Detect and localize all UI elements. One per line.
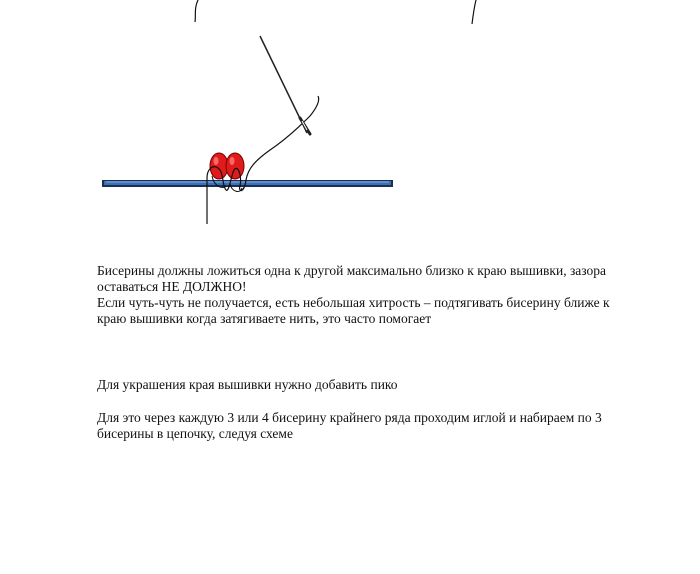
bead-edge-diagram: [0, 0, 700, 240]
paragraph-bead-spacing: [97, 263, 657, 295]
paragraph-picot-instructions: [97, 410, 657, 442]
bead-left: [210, 153, 228, 179]
text-line: Если чуть-чуть не получается, есть небольшая хитрость – подтягивать бисерину ближе к: [97, 295, 610, 310]
paragraph-picot-intro: [97, 377, 657, 393]
top-thread-left: [195, 0, 198, 22]
text-line: Для украшения края вышивки нужно добавить пико: [97, 377, 398, 392]
paragraph-tip: [97, 295, 657, 327]
bead-right: [226, 153, 244, 179]
text-line: краю вышивки когда затягиваете нить, это часто помогает: [97, 311, 432, 326]
bead-left-shine: [214, 157, 219, 165]
text-line: оставаться НЕ ДОЛЖНО!: [97, 279, 247, 294]
text-line: Бисерины должны ложиться одна к другой максимально близко к краю вышивки, зазора: [97, 263, 607, 278]
top-thread-right: [472, 0, 476, 24]
text-line: Для это через каждую 3 или 4 бисерину крайнего ряда проходим иглой и набираем по 3: [97, 410, 602, 425]
bead-right-shine: [230, 157, 235, 165]
text-line: бисерины в цепочку, следуя схеме: [97, 426, 293, 441]
